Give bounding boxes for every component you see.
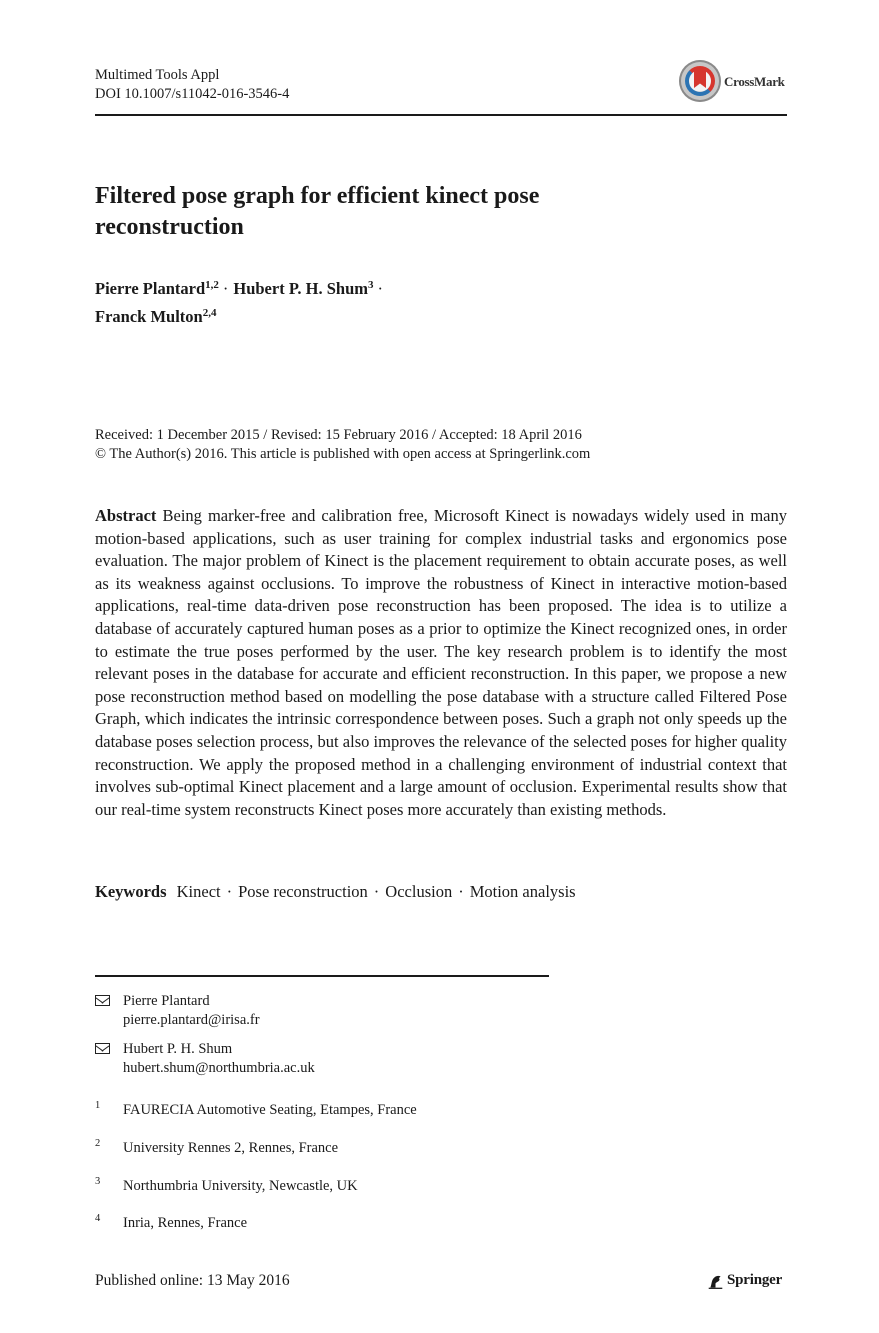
article-history bbox=[95, 426, 590, 464]
keyword-separator: · bbox=[373, 882, 380, 901]
envelope-icon bbox=[95, 995, 110, 1006]
footnote-rule bbox=[95, 975, 549, 977]
affiliation-number: 4 bbox=[95, 1213, 101, 1224]
springer-label: Springer bbox=[727, 1272, 783, 1288]
affiliation-text: Northumbria University, Newcastle, UK bbox=[123, 1178, 358, 1194]
keyword: Kinect bbox=[176, 882, 221, 901]
springer-logo[interactable] bbox=[707, 1271, 789, 1293]
affiliation-number: 1 bbox=[95, 1100, 101, 1111]
contact-entry bbox=[95, 992, 495, 1030]
keywords bbox=[95, 881, 576, 903]
envelope-icon bbox=[95, 1043, 110, 1054]
keywords-heading: Keywords bbox=[95, 882, 167, 901]
doi[interactable]: DOI 10.1007/s11042-016-3546-4 bbox=[95, 86, 290, 102]
crossmark-icon bbox=[679, 60, 721, 102]
affiliation-number: 3 bbox=[95, 1176, 101, 1187]
history-dates: Received: 1 December 2015 / Revised: 15 February 2016 / Accepted: 18 April 2016 bbox=[95, 427, 582, 443]
author-affiliation-ref: 2,4 bbox=[202, 307, 217, 319]
author-name[interactable]: Franck Multon bbox=[95, 307, 203, 326]
contact-email[interactable]: hubert.shum@northumbria.ac.uk bbox=[123, 1060, 315, 1076]
published-date: Published online: 13 May 2016 bbox=[95, 1272, 290, 1289]
affiliation-item bbox=[95, 1214, 495, 1234]
journal-name: Multimed Tools Appl bbox=[95, 67, 220, 83]
affiliation-number: 2 bbox=[95, 1138, 101, 1149]
copyright-notice: © The Author(s) 2016. This article is published with open access at Springerlink.com bbox=[95, 446, 591, 462]
contact-name: Hubert P. H. Shum bbox=[123, 1041, 233, 1057]
author-separator: · bbox=[377, 279, 384, 298]
author-affiliation-ref: 3 bbox=[368, 279, 374, 291]
affiliation-text: Inria, Rennes, France bbox=[123, 1215, 248, 1231]
contact-email[interactable]: pierre.plantard@irisa.fr bbox=[123, 1012, 260, 1028]
keyword: Pose reconstruction bbox=[238, 882, 368, 901]
abstract-heading: Abstract bbox=[95, 506, 157, 525]
contact-entry bbox=[95, 1040, 495, 1078]
author-list bbox=[95, 273, 388, 329]
author-name[interactable]: Hubert P. H. Shum bbox=[233, 279, 369, 298]
contact-name: Pierre Plantard bbox=[123, 993, 210, 1009]
affiliation-item bbox=[95, 1139, 495, 1159]
keyword: Occlusion bbox=[385, 882, 453, 901]
author-affiliation-ref: 1,2 bbox=[205, 279, 219, 291]
affiliation-item bbox=[95, 1101, 495, 1121]
keyword-separator: · bbox=[226, 882, 233, 901]
crossmark-logo[interactable] bbox=[679, 60, 791, 106]
affiliation-item bbox=[95, 1177, 495, 1197]
author-separator: · bbox=[222, 279, 229, 298]
affiliation-text: FAURECIA Automotive Seating, Etampes, France bbox=[123, 1102, 417, 1118]
author-name[interactable]: Pierre Plantard bbox=[95, 279, 206, 298]
keyword-separator: · bbox=[458, 882, 464, 901]
abstract bbox=[95, 505, 787, 821]
paper-title: Filtered pose graph for efficient kinect pose reconstruction bbox=[95, 183, 540, 240]
abstract-text: Being marker-free and calibration free, Microsoft Kinect is nowadays widely used in many motion-based applications, such as user training for complex industrial tasks and ergonomics pose evaluation. The major problem of Kinect is the placement requirement to obtain accurate poses, as well as its weakness against occlusions. To improve the robustness of Kinect in interactive motion-based applications, real-time data-driven pose reconstruction has been proposed. The idea is to utilize a database of accurately captured human poses as a prior to optimize the Kinect recognized ones, in order to estimate the true poses performed by the user. The key research problem is to identify the most relevant poses in the database for accurate and efficient reconstruction. In this paper, we propose a new pose reconstruction method based on modelling the pose database with a structure called Filtered Pose Graph, which indicates the intrinsic correspondence between poses. Such a graph not only speeds up the database poses selection process, but also improves the relevance of the selected poses for higher quality reconstruction. We apply the proposed method in a challenging environment of industrial context that involves sub-optimal Kinect placement and a large amount of occlusion. Experimental results show that our real-time system reconstructs Kinect poses more accurately than existing methods. bbox=[95, 506, 788, 819]
journal-header bbox=[95, 66, 289, 104]
affiliation-text: University Rennes 2, Rennes, France bbox=[123, 1140, 339, 1156]
crossmark-label: CrossMark bbox=[724, 74, 785, 89]
keyword: Motion analysis bbox=[469, 882, 576, 901]
header-rule bbox=[95, 114, 787, 116]
springer-horse-icon bbox=[707, 1273, 724, 1290]
